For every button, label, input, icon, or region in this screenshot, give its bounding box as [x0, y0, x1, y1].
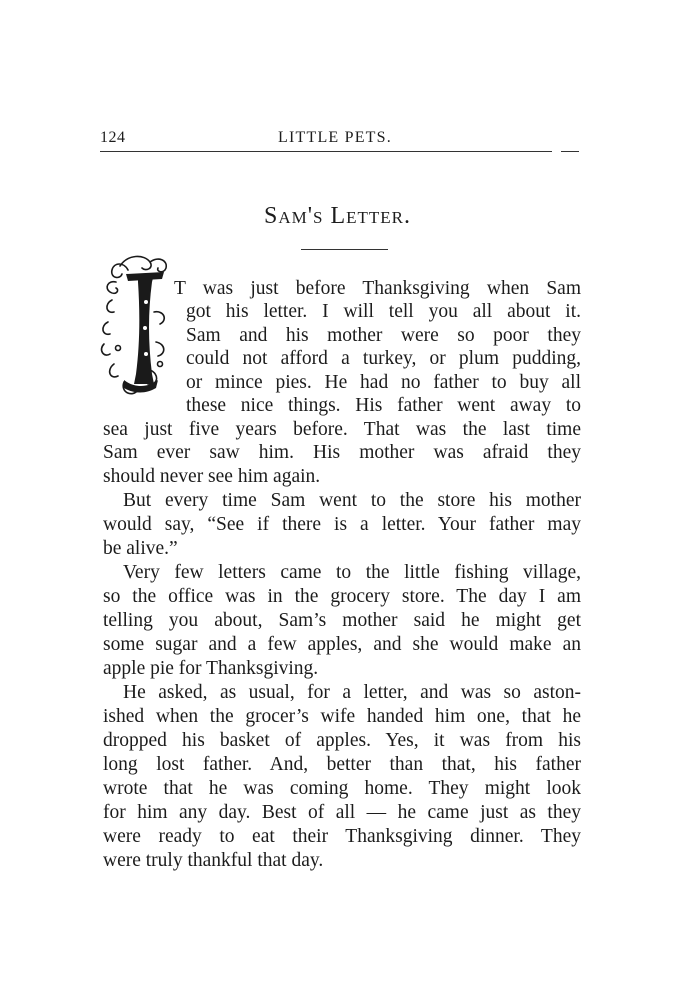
text-line: Sam ever saw him. His mother was afraid they: [103, 442, 581, 463]
text-line: some sugar and a few apples, and she would make an: [103, 634, 581, 655]
header-rule: [100, 151, 552, 152]
text-line: be alive.”: [103, 538, 178, 559]
text-line: He asked, as usual, for a letter, and was so aston-: [123, 682, 581, 703]
text-line: could not afford a turkey, or plum pudding,: [186, 348, 581, 369]
text-line: or mince pies. He had no father to buy all: [186, 372, 581, 393]
text-line: were truly thankful that day.: [103, 850, 324, 871]
text-line: were ready to eat their Thanksgiving dinner. They: [103, 826, 581, 847]
running-head: [100, 129, 580, 151]
text-line: wrote that he was coming home. They might look: [103, 778, 581, 799]
title-rule: [301, 249, 388, 250]
text-line: T was just before Thanksgiving when Sam: [174, 278, 581, 299]
running-title: LITTLE PETS.: [278, 129, 392, 146]
header-rule-tail: [561, 151, 579, 152]
drop-cap-ornament: [98, 252, 178, 400]
text-line: ished when the grocer’s wife handed him one, that he: [103, 706, 581, 727]
story-title: Sam's Letter.: [263, 203, 412, 229]
text-line: should never see him again.: [103, 466, 321, 487]
text-line: telling you about, Sam’s mother said he might get: [103, 610, 581, 631]
text-line: for him any day. Best of all — he came just as they: [103, 802, 581, 823]
text-line: apple pie for Thanksgiving.: [103, 658, 319, 679]
text-line: long lost father. And, better than that, his father: [103, 754, 581, 775]
text-line: But every time Sam went to the store his mother: [123, 490, 581, 511]
page-number: 124: [100, 129, 126, 146]
text-line: these nice things. His father went away to: [186, 395, 581, 416]
text-line: sea just five years before. That was the last time: [103, 419, 581, 440]
text-line: Very few letters came to the little fishing village,: [123, 562, 581, 583]
text-line: would say, “See if there is a letter. Your father may: [103, 514, 581, 535]
text-line: got his letter. I will tell you all about it.: [186, 301, 581, 322]
text-line: dropped his basket of apples. Yes, it was from his: [103, 730, 581, 751]
text-line: Sam and his mother were so poor they: [186, 325, 581, 346]
text-line: so the office was in the grocery store. The day I am: [103, 586, 581, 607]
